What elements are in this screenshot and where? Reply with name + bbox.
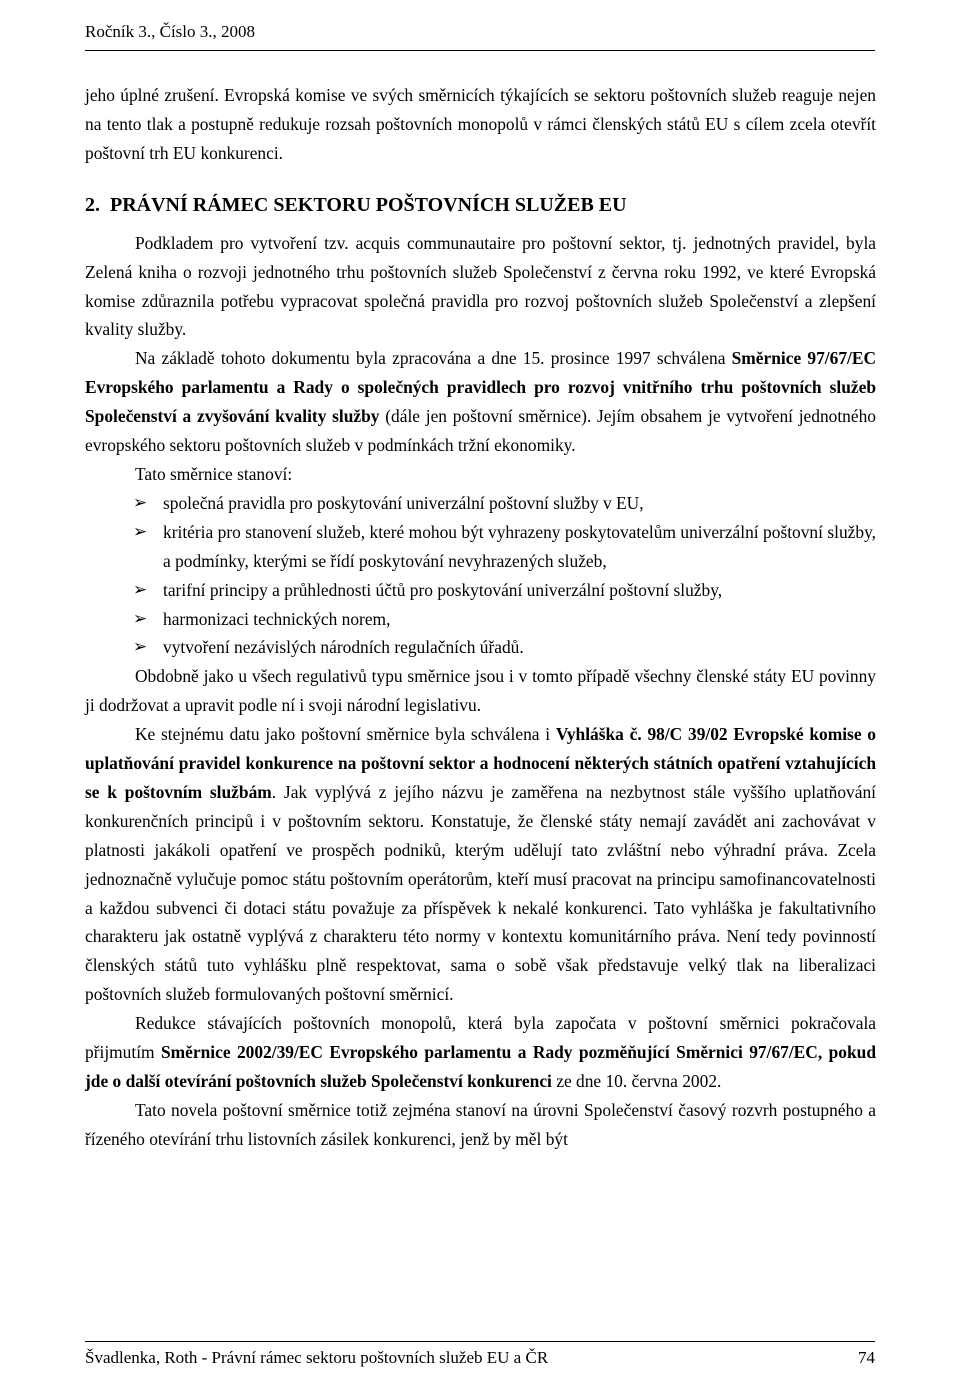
list-item [133, 576, 876, 605]
list-item-text: kritéria pro stanovení služeb, které mohou být vyhrazeny poskytovatelům univerzální poštovní služby, a podmínky, kterými se řídí poskytování nevyhrazených služeb, [163, 521, 876, 571]
directive-97-title: Směrnice 97/67/EC Evropského parlamentu a Rady o společných pravidlech pro rozvoj vnitřního trhu poštovních služeb Společenství a zvyšování kvality služby [85, 348, 876, 427]
paragraph-member-states: Obdobně jako u všech regulativů typu směrnice jsou i v tomto případě všechny členské státy EU povinny ji dodržovat a upravit podle ní i svoji národní legislativu. [85, 666, 876, 716]
section-number: 2. [85, 193, 100, 216]
provisions-list [85, 489, 876, 662]
paragraph-intro: jeho úplné zrušení. Evropská komise ve svých směrnicích týkajících se sektoru poštovních služeb reaguje nejen na tento tlak a postupně redukuje rozsah poštovních monopolů v rámci členských států EU s cílem zcela otevřít poštovní trh EU konkurenci. [85, 85, 876, 163]
paragraph-text: . Jak vyplývá z jejího názvu je zaměřena na nezbytnost stále vyššího uplatňování konkurenčních principů i v poštovním sektoru. Konstatuje, že členské státy nemají zavádět ani zachovávat v platnosti jakákoli opatření ve prospěch podniků, kterým udělují tato zvláštní nebo výhradní práva. Zcela jednoznačně vylučuje pomoc státu poštovním operátorům, kteří musí pracovat na principu samofinancovatelnosti a každou subvenci či dotaci státu považuje za příspěvek k nekalé konkurenci. Tato vyhláška je fakultativního charakteru jak ostatně vyplývá z charakteru této normy v kontextu komunitárního práva. Není tedy povinností členských států tuto vyhlášku plně respektovat, sama o sobě však představuje velký tlak na liberalizaci poštovních služeb formulovaných poštovní směrnicí. [85, 781, 876, 1005]
footer-divider [85, 1341, 875, 1342]
footer-citation: Švadlenka, Roth - Právní rámec sektoru poštovních služeb EU a ČR [85, 1348, 549, 1367]
directive-2002-title: Směrnice 2002/39/EC Evropského parlamentu a Rady pozměňující Směrnici 97/67/EC, pokud jde o další otevírání poštovních služeb Společenství konkurenci [85, 1042, 876, 1091]
paragraph-notice-98 [85, 720, 876, 1009]
arrow-bullet-icon: ➢ [133, 521, 148, 542]
paragraph-text: ze dne 10. června 2002. [551, 1071, 722, 1091]
paragraph-text: Redukce stávajících poštovních monopolů, která byla započata v poštovní směrnici pokračovala přijmutím [85, 1013, 876, 1063]
paragraph-green-paper: Podkladem pro vytvoření tzv. acquis communautaire pro poštovní sektor, tj. jednotných pravidel, byla Zelená kniha o rozvoji jednotného trhu poštovních služeb Společenství z června roku 1992, ve které Evropská komise zdůraznila potřebu vypracovat společná pravidla pro rozvoj poštovních služeb Společenství a zlepšení kvality služby. [85, 232, 876, 340]
arrow-bullet-icon: ➢ [133, 608, 148, 629]
page-content [85, 81, 876, 1154]
paragraph-directive-2002 [85, 1009, 876, 1096]
notice-98-title: Vyhláška č. 98/C 39/02 Evropské komise o uplatňování pravidel konkurence na poštovní sektor a hodnocení některých státních opatření vztahujících se k poštovním službám [85, 724, 876, 802]
arrow-bullet-icon: ➢ [133, 492, 148, 513]
list-item-text: vytvoření nezávislých národních regulačních úřadů. [163, 637, 524, 658]
paragraph-amendment: Tato novela poštovní směrnice totiž zejména stanoví na úrovni Společenství časový rozvrh postupného a řízeného otevírání trhu listovních zásilek konkurenci, jenž by měl být [85, 1099, 876, 1149]
section-title: PRÁVNÍ RÁMEC SEKTORU POŠTOVNÍCH SLUŽEB EU [110, 193, 627, 216]
list-item [133, 518, 876, 576]
list-item [133, 489, 876, 518]
header-divider [85, 50, 875, 51]
list-item [133, 633, 876, 662]
list-item [133, 605, 876, 634]
running-footer [85, 1348, 875, 1368]
paragraph-directive-provides: Tato směrnice stanoví: [135, 463, 293, 484]
arrow-bullet-icon: ➢ [133, 637, 148, 658]
running-header: Ročník 3., Číslo 3., 2008 [85, 22, 256, 41]
section-heading [85, 193, 876, 217]
page-number: 74 [858, 1348, 875, 1367]
paragraph-directive-97 [85, 344, 876, 460]
paragraph-text: Ke stejnému datu jako poštovní směrnice byla schválena i [135, 724, 556, 745]
paragraph-text: Na základě tohoto dokumentu byla zpracována a dne 15. prosince 1997 schválena [135, 348, 732, 369]
paragraph-text: (dále jen poštovní směrnice). Jejím obsahem je vytvoření jednotného evropského sektoru poštovních služeb v podmínkách tržní ekonomiky. [85, 406, 876, 456]
arrow-bullet-icon: ➢ [133, 579, 148, 600]
list-item-text: tarifní principy a průhlednosti účtů pro poskytování univerzální poštovní služby, [163, 579, 723, 600]
list-item-text: harmonizaci technických norem, [163, 608, 391, 629]
list-item-text: společná pravidla pro poskytování univerzální poštovní služby v EU, [163, 492, 644, 513]
